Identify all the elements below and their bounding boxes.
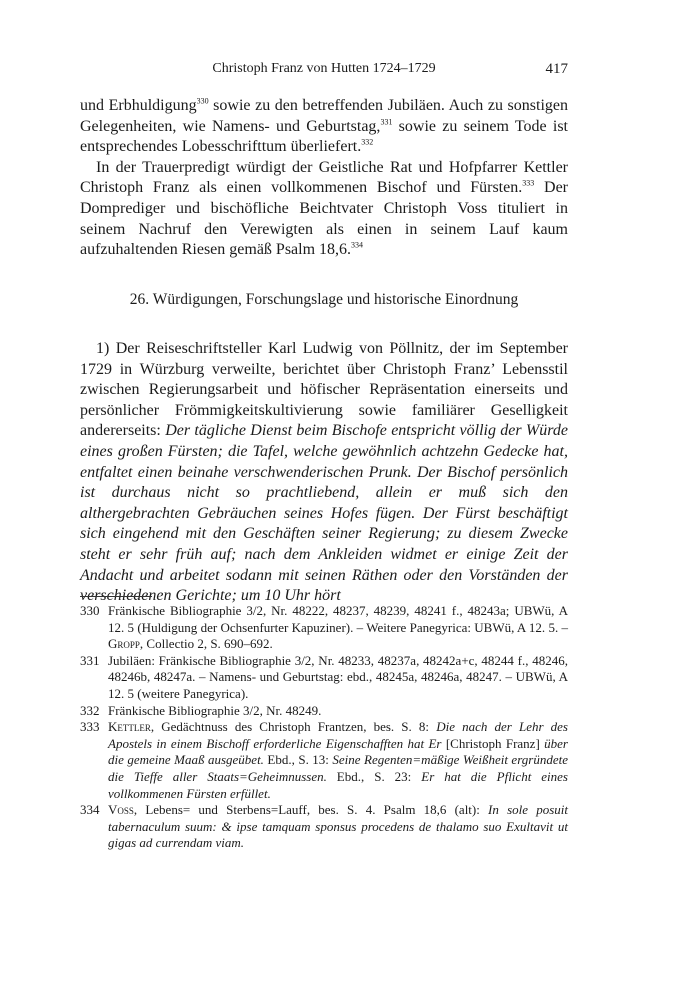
body-text: [80, 96, 568, 261]
footnote-text: [108, 603, 568, 653]
footnote: [80, 653, 568, 703]
footnote-ref[interactable]: 333: [522, 179, 535, 189]
section-heading: 26. Würdigungen, Forschungslage und historische Einordnung: [129, 291, 519, 308]
page-number: 417: [545, 61, 568, 77]
footnote-text: Fränkische Bibliographie 3/2, Nr. 48249.: [108, 702, 322, 718]
footnote-ref[interactable]: 332: [361, 137, 374, 147]
footnote-text: Jubiläen: Fränkische Bibliographie 3/2, Nr. 48233, 48237a, 48242a+c, 48244 f., 48246, 48246b, 48247a. – Namens- und Geburtstag: ebd., 48245a, 48246a, 48247. – UBWü, A 12. 5 (weitere Panegyrica).: [108, 652, 568, 701]
footnotes: [80, 603, 568, 852]
text-run: Ebd., S. 23:: [326, 768, 422, 784]
footnote: [80, 603, 568, 653]
text-run: Ebd., S. 13:: [263, 752, 333, 768]
quotation: Der tägliche Dienst beim Bischofe entspricht völlig der Würde eines großen Fürsten; die Tafel, welche gewöhnlich achtzehn Gedecke hat, entfaltet einen beinahe verschwenderischen Prunk. Der Bischof persönlich ist durchaus nicht so prachtliebend, allein er muß sich den althergebrachten Gebräuchen seines Hofes fügen. Der Fürst beschäftigt sich eingehend mit den Geschäften seiner Regierung; zu diesem Zwecke steht er sehr früh auf; nach dem Ankleiden widmet er einige Zeit der Andacht und arbeitet sodann mit seinen Räthen oder den Vorständen der verschiedenen Gerichte; um 10 Uhr hört: [80, 422, 568, 605]
paragraph: [80, 96, 568, 158]
text-run: sowie zu den betreffenden Jubiläen. Auch zu sonstigen Gelegenheiten, wie Namens- und Geburtstag,: [80, 97, 569, 135]
text-run: sowie zu seinem Tode ist entsprechendes Lobesschrifttum überliefert.: [80, 117, 568, 156]
text-run: , Collectio 2, S. 690–692.: [139, 636, 273, 652]
quotation: Er hat die Pflicht eines vollkommenen Fürsten erfüllet.: [108, 768, 568, 801]
footnote-number: 334: [80, 802, 100, 818]
footnote-ref[interactable]: 334: [351, 240, 364, 250]
footnote: [80, 802, 568, 852]
footnote-ref[interactable]: 330: [196, 96, 209, 106]
author-name: Gropp: [108, 636, 140, 652]
footnote-number: 330: [80, 603, 100, 618]
quotation: Seine Regenten=mäßige Weißheit ergründete die Tieffe aller Staats=Geheimnussen.: [108, 752, 568, 784]
footnote-text: [108, 719, 568, 802]
footnote-number: 332: [80, 702, 100, 718]
running-title: Christoph Franz von Hutten 1724–1729: [212, 61, 436, 76]
footnote-text: [108, 802, 568, 852]
text-run: und Erbhuldigung: [80, 97, 197, 114]
author-name: Voss: [108, 802, 134, 818]
footnote: [80, 703, 568, 720]
footnote-number: 331: [80, 652, 100, 668]
paragraph: [80, 158, 568, 261]
text-run: [Christoph Franz]: [441, 735, 545, 751]
text-run: 1) Der Reiseschriftsteller Karl Ludwig von Pöllnitz, der im September 1729 in Würzburg verweilte, berichtet über Christoph Franz’ Lebensstil zwischen Regierungsarbeit und höfischer Repräsentation einerseits und persönlicher Frömmigkeitskultivierung sowie familiärer Geselligkeit andererseits:: [80, 340, 568, 440]
paragraph: [80, 339, 568, 607]
text-run: , Gedächtnuss des Christoph Frantzen, bes. S. 8:: [150, 719, 437, 735]
section-body: [80, 339, 568, 607]
text-run: In der Trauerpredigt würdigt der Geistliche Rat und Hofpfarrer Kettler Christoph Franz als einen vollkommenen Bischof und Fürsten.: [80, 158, 568, 197]
author-name: Kettler: [108, 719, 151, 735]
text-run: , Lebens= und Sterbens=Lauff, bes. S. 4. Psalm 18,6 (alt):: [133, 802, 489, 818]
text-run: Fränkische Bibliographie 3/2, Nr. 48222, 48237, 48239, 48241 f., 48243a; UBWü, A 12. 5 (Huldigung der Ochsenfurter Kapuziner). – Weitere Panegyrica: UBWü, A 12. 5. –: [108, 603, 568, 635]
footnote: [80, 719, 568, 802]
footnote-number: 333: [80, 719, 100, 735]
quotation: über die gemeine Maaß ausgeübet.: [108, 735, 568, 768]
running-header: [80, 61, 568, 81]
quotation: In sole posuit tabernaculum suum: & ipse tamquam sponsus procedens de thalamo suo Exultavit ut gigas ad currendam viam.: [108, 802, 568, 851]
footnote-ref[interactable]: 331: [380, 117, 393, 127]
quotation: Die nach der Lehr des Apostels in einem Bischoff erforderliche Eigenschafften hat Er: [108, 719, 568, 751]
text-run: Der Domprediger und bischöfliche Beichtvater Christoph Voss tituliert in seinem Nachruf den Verewigten als einen in seinem Lauf kaum aufzuhaltenden Riesen gemäß Psalm 18,6.: [80, 179, 569, 259]
footnote-divider: [80, 596, 152, 597]
